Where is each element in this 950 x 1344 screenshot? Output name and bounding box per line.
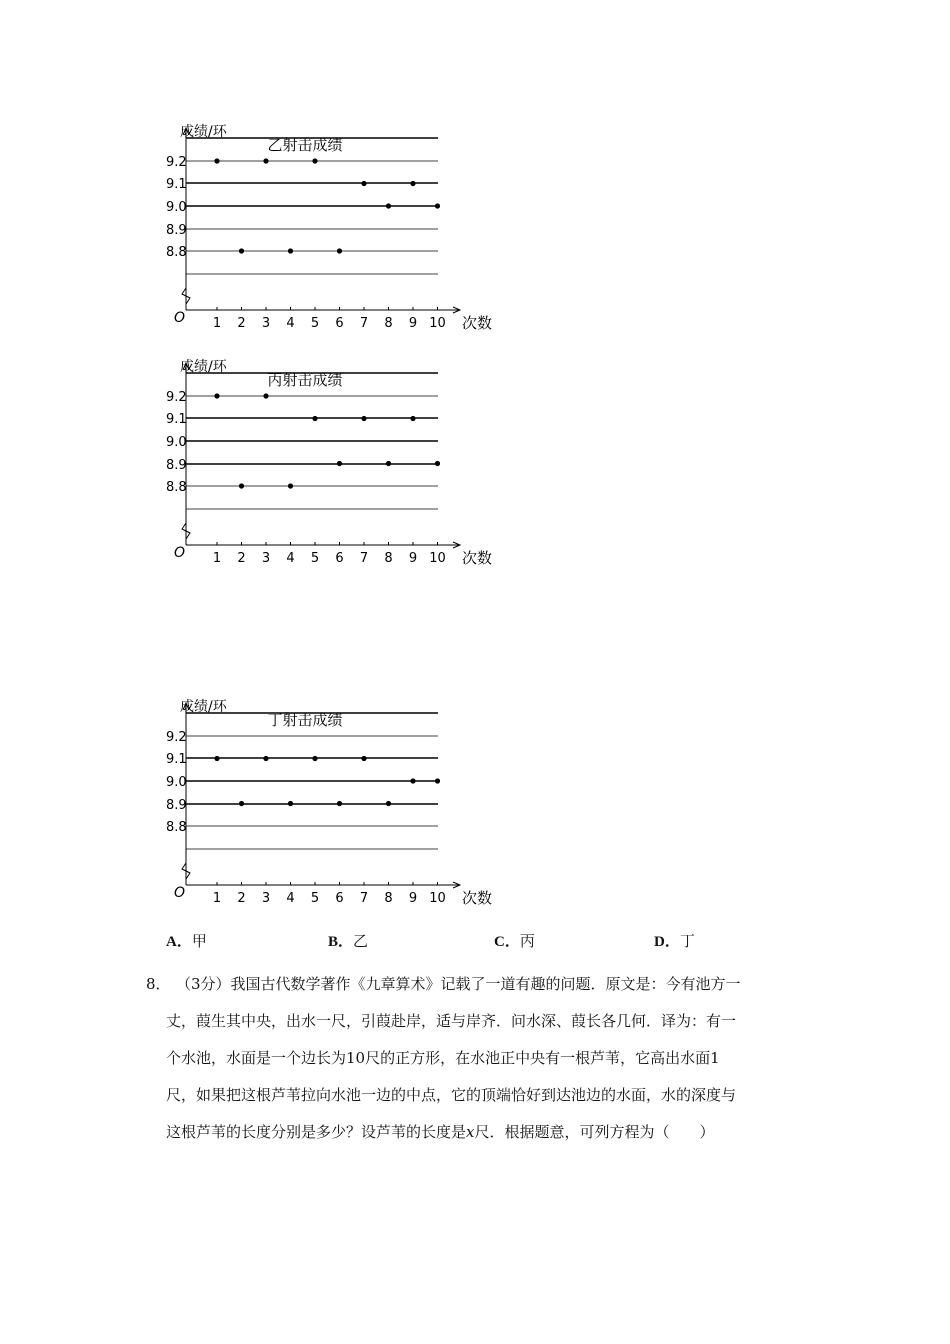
- y-tick-label: 9.1: [166, 177, 187, 192]
- y-tick-label: 9.0: [166, 200, 187, 215]
- y-tick-label: 8.9: [166, 223, 187, 238]
- data-point: [239, 248, 244, 253]
- data-point: [337, 801, 342, 806]
- x-tick-label: 4: [286, 316, 295, 331]
- x-axis-label: 次数: [462, 549, 493, 567]
- option-c-text: 丙: [519, 932, 535, 950]
- x-tick-label: 3: [261, 316, 271, 331]
- data-point: [288, 483, 293, 488]
- data-point: [361, 756, 366, 761]
- x-tick-label: 3: [261, 891, 271, 906]
- chart-title: 丁射击成绩: [267, 711, 343, 729]
- chart-yi-svg: [160, 120, 505, 335]
- x-tick-label: 6: [335, 551, 344, 566]
- origin-label: O: [174, 885, 186, 901]
- x-tick-label: 5: [310, 316, 320, 331]
- y-axis-label: 成绩/环: [180, 124, 227, 140]
- chart-ding-svg: [160, 695, 505, 910]
- x-tick-label: 1: [212, 891, 222, 906]
- data-point: [410, 181, 415, 186]
- data-point: [386, 203, 391, 208]
- option-d-text: 丁: [679, 932, 695, 950]
- chart-yi: [160, 120, 505, 335]
- x-tick-label: 3: [261, 551, 271, 566]
- chart-title: 丙射击成绩: [267, 371, 343, 389]
- x-tick-label: 6: [335, 891, 344, 906]
- data-point: [312, 158, 317, 163]
- question-line-2: 丈，葭生其中央，出水一尺，引葭赴岸，适与岸齐．问水深、葭长各几何．译为：有一: [166, 1012, 737, 1030]
- data-point: [214, 756, 219, 761]
- x-tick-label: 2: [237, 551, 246, 566]
- x-tick-label: 10: [429, 551, 446, 566]
- origin-label: O: [174, 545, 186, 561]
- y-tick-label: 8.8: [166, 820, 187, 835]
- question-line-5: [166, 1114, 715, 1151]
- data-point: [263, 393, 268, 398]
- data-point: [312, 756, 317, 761]
- y-tick-label: 9.2: [166, 155, 187, 170]
- option-a-text: 甲: [191, 932, 207, 950]
- x-tick-label: 6: [335, 316, 344, 331]
- data-point: [263, 756, 268, 761]
- x-tick-label: 5: [310, 551, 320, 566]
- x-tick-label: 2: [237, 891, 246, 906]
- option-c[interactable]: [494, 930, 535, 951]
- data-point: [288, 801, 293, 806]
- x-tick-label: 7: [359, 316, 369, 331]
- x-tick-label: 9: [408, 316, 418, 331]
- option-c-letter: C．: [494, 934, 520, 950]
- data-point: [263, 158, 268, 163]
- y-tick-label: 9.0: [166, 435, 187, 450]
- data-point: [410, 416, 415, 421]
- data-point: [239, 801, 244, 806]
- data-point: [361, 181, 366, 186]
- question-line-1: （3分）我国古代数学著作《九章算术》记载了一道有趣的问题．原文是：今有池方一: [176, 975, 741, 993]
- option-b-letter: B．: [328, 934, 354, 950]
- y-tick-label: 9.1: [166, 412, 187, 427]
- x-axis-label: 次数: [462, 314, 493, 332]
- data-point: [337, 461, 342, 466]
- x-tick-label: 8: [384, 316, 393, 331]
- x-tick-label: 7: [359, 551, 369, 566]
- data-point: [410, 778, 415, 783]
- y-tick-label: 9.2: [166, 730, 187, 745]
- y-tick-label: 8.8: [166, 245, 187, 260]
- option-d-letter: D．: [654, 934, 680, 950]
- data-point: [337, 248, 342, 253]
- option-d[interactable]: [654, 930, 695, 951]
- x-tick-label: 1: [212, 551, 222, 566]
- answer-options: [166, 930, 866, 956]
- option-a[interactable]: [166, 930, 207, 951]
- y-tick-label: 9.1: [166, 752, 187, 767]
- chart-bing: [160, 355, 505, 570]
- x-tick-label: 8: [384, 551, 393, 566]
- y-tick-label: 9.2: [166, 390, 187, 405]
- question-line-3: 个水池，水面是一个边长为10尺的正方形，在水池正中央有一根芦苇，它高出水面1: [166, 1049, 720, 1067]
- question-number: 8．: [146, 975, 171, 993]
- data-point: [239, 483, 244, 488]
- data-point: [435, 778, 440, 783]
- variable-x: x: [466, 1123, 475, 1141]
- data-point: [435, 203, 440, 208]
- data-point: [312, 416, 317, 421]
- y-tick-label: 9.0: [166, 775, 187, 790]
- option-b-text: 乙: [353, 932, 369, 950]
- data-point: [214, 393, 219, 398]
- question-line-4: 尺，如果把这根芦苇拉向水池一边的中点，它的顶端恰好到达池边的水面，水的深度与: [166, 1086, 737, 1104]
- chart-ding: [160, 695, 505, 910]
- chart-title: 乙射击成绩: [267, 136, 343, 154]
- y-axis-label: 成绩/环: [180, 359, 227, 375]
- data-point: [214, 158, 219, 163]
- x-tick-label: 8: [384, 891, 393, 906]
- question-line-5-a: 这根芦苇的长度分别是多少？设芦苇的长度是: [166, 1123, 467, 1141]
- x-axis-label: 次数: [462, 889, 493, 907]
- x-tick-label: 10: [429, 316, 446, 331]
- chart-bing-svg: [160, 355, 505, 570]
- origin-label: O: [174, 310, 186, 326]
- data-point: [386, 461, 391, 466]
- x-tick-label: 7: [359, 891, 369, 906]
- question-line-5-b: 尺．根据题意，可列方程为（ ）: [474, 1123, 715, 1141]
- y-tick-label: 8.9: [166, 458, 187, 473]
- x-tick-label: 10: [429, 891, 446, 906]
- y-tick-label: 8.8: [166, 480, 187, 495]
- y-axis-label: 成绩/环: [180, 699, 227, 715]
- x-tick-label: 5: [310, 891, 320, 906]
- x-tick-label: 4: [286, 551, 295, 566]
- x-tick-label: 9: [408, 551, 418, 566]
- data-point: [361, 416, 366, 421]
- x-tick-label: 9: [408, 891, 418, 906]
- option-b[interactable]: [328, 930, 368, 951]
- x-tick-label: 2: [237, 316, 246, 331]
- option-a-letter: A．: [166, 934, 192, 950]
- x-tick-label: 4: [286, 891, 295, 906]
- data-point: [435, 461, 440, 466]
- y-tick-label: 8.9: [166, 798, 187, 813]
- data-point: [386, 801, 391, 806]
- x-tick-label: 1: [212, 316, 222, 331]
- data-point: [288, 248, 293, 253]
